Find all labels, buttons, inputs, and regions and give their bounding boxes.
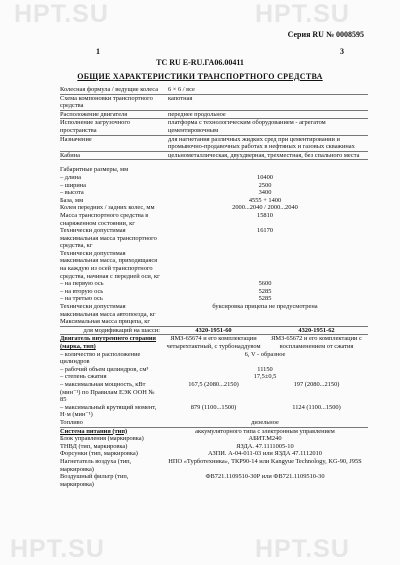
row-value: 6 × 6 / все xyxy=(168,86,195,93)
row-label: Максимальная масса прицепа, кг xyxy=(60,318,151,326)
modification-62: 4320-1951-62 xyxy=(298,326,335,334)
watermark: HPT.SU xyxy=(14,0,109,28)
row-label: – максимальный крутящий момент, Н·м (мин⁻¹) xyxy=(60,403,157,419)
series-number: Серия RU № 0008595 xyxy=(287,30,364,39)
table-row xyxy=(60,152,368,161)
row-value: НПО «Турботехника», ТКР90-14 или Kangyue Technology, KG-90, J95S xyxy=(168,457,362,465)
row-label: – рабочий объем цилиндров, см³ xyxy=(60,365,149,373)
row-value: 4555 + 1400 xyxy=(248,196,282,204)
row-label: Двигатель внутреннего сгорания (марка, тип) xyxy=(60,335,157,350)
table-row xyxy=(60,174,368,182)
row-value: 17,5±0,5 xyxy=(253,373,277,381)
row-label: Форсунки (тип, маркировка) xyxy=(60,450,138,458)
row-value: АБИТ.М240 xyxy=(248,435,282,443)
row-label: Нагнетатель воздуха (тип, маркировка) xyxy=(60,457,132,473)
row-value: 2500 xyxy=(258,181,272,189)
row-label: – на третью ось xyxy=(60,295,103,303)
row-value: капотная xyxy=(168,94,193,102)
page-number-right: 3 xyxy=(340,47,344,56)
table-row xyxy=(60,443,368,451)
watermark: HPT.SU xyxy=(10,535,105,563)
table-row xyxy=(60,366,368,374)
row-label: для модификаций на шасси: xyxy=(83,326,160,334)
table-row xyxy=(60,204,368,212)
table-row xyxy=(60,327,368,336)
row-value: платформа с технологическим оборудованием - агрегатом цементировочным xyxy=(168,119,326,134)
table-row xyxy=(60,119,368,135)
characteristics-table xyxy=(60,86,368,488)
row-label: Кабина xyxy=(60,151,80,159)
row-label: Топливо xyxy=(60,418,83,426)
table-row xyxy=(60,373,368,381)
table-row xyxy=(60,288,368,296)
row-label: Габаритные размеры, мм xyxy=(60,166,129,174)
table-row xyxy=(60,419,368,428)
table-row xyxy=(60,136,368,152)
table-row xyxy=(60,318,368,327)
row-value: цельнометаллическая, двухдверная, трехместная, без спального места xyxy=(168,151,360,159)
row-value-60: ЯМЗ-65674 и его комплектации четырехтактный, с турбонаддувом xyxy=(166,335,261,350)
row-value: переднее продольное xyxy=(168,110,226,118)
row-label: Назначение xyxy=(60,135,92,143)
row-value: аккумуляторного типа с электронным управлением xyxy=(195,427,335,435)
row-value: для нагнетания различных жидких сред при цементировании и промывочно-продавочных работах в нефтяных и газовых скважинах xyxy=(168,135,355,151)
row-label: Колея передних / задних колес, мм xyxy=(60,204,155,212)
table-row xyxy=(60,435,368,443)
row-value: 11150 xyxy=(257,365,273,373)
table-row xyxy=(60,250,368,280)
table-row xyxy=(60,280,368,288)
row-label: – высота xyxy=(60,189,84,197)
row-value: буксировка прицепа не предусмотрена xyxy=(212,303,318,311)
row-label: Технически допустимая максимальная масса транспортного средства, кг xyxy=(60,227,157,250)
table-row xyxy=(60,111,368,120)
watermark: HPT.SU xyxy=(255,0,350,28)
row-value: 3400 xyxy=(258,189,272,197)
table-row xyxy=(60,381,368,404)
table-row xyxy=(60,450,368,458)
approval-number: ТС RU E-RU.ГА06.00411 xyxy=(156,58,244,67)
row-value-62: 1124 (1100...1500) xyxy=(292,403,341,411)
row-value: 10400 xyxy=(257,173,273,181)
table-row xyxy=(60,182,368,190)
table-row xyxy=(60,404,368,419)
row-label: Блок управления (маркировка) xyxy=(60,435,144,443)
table-row xyxy=(60,95,368,111)
table-row xyxy=(60,458,368,473)
row-value-60: 167,5 (2080...2150) xyxy=(188,380,239,388)
page-number-left: 1 xyxy=(96,47,100,56)
table-row xyxy=(60,335,368,350)
row-value-62: ЯМЗ-65672 и его комплектации с воспламенением от сжатия xyxy=(271,335,362,350)
table-row xyxy=(60,166,368,174)
row-value: 5285 xyxy=(258,287,272,295)
row-label: Воздушный фильтр (тип, маркировка) xyxy=(60,473,129,488)
row-label: – на первую ось xyxy=(60,280,104,288)
row-value: ЯЗДА. 47.1111005-10 xyxy=(236,442,294,450)
row-value: 5285 xyxy=(258,295,272,303)
table-row xyxy=(60,473,368,488)
row-value: 16170 xyxy=(257,227,273,235)
row-value: 5600 xyxy=(258,280,272,288)
table-row xyxy=(60,189,368,197)
table-row xyxy=(60,428,368,436)
table-row xyxy=(60,351,368,366)
table-row xyxy=(60,303,368,318)
row-label: – на вторую ось xyxy=(60,287,104,295)
row-value: дизельное xyxy=(251,418,279,426)
table-row xyxy=(60,212,368,227)
row-value: 6, V - образное xyxy=(244,350,286,358)
row-label: Технически допустимая максимальная масса, приходящаяся на каждую из осей транспортного средства, начиная с передней оси, кг xyxy=(60,249,160,280)
row-value: АЗПИ. А-04-011-03 или ЯЗДА 47.1112010 xyxy=(208,450,322,458)
table-row xyxy=(60,227,368,250)
row-label: Исполнение загрузочного пространства xyxy=(60,119,130,134)
row-label: – максимальная мощность, кВт (мин⁻¹) по Правилам ЕЭК ООН № 85 xyxy=(60,380,155,404)
row-label: Система питания (тип) xyxy=(60,427,128,435)
row-label: – длина xyxy=(60,173,81,181)
row-label: Технически допустимая максимальная масса автопоезда, кг xyxy=(60,303,156,318)
row-label: Колесная формула / ведущие колеса xyxy=(60,86,159,93)
row-label: База, мм xyxy=(60,196,84,204)
table-row xyxy=(60,295,368,303)
row-label: ТНВД (тип, маркировка) xyxy=(60,442,128,450)
table-row xyxy=(60,197,368,205)
row-value xyxy=(162,318,368,326)
row-value: 15810 xyxy=(257,211,273,219)
row-label: Схема компоновки транспортного средства xyxy=(60,94,153,110)
row-label: – степень сжатия xyxy=(60,373,107,381)
row-label: – количество и расположение цилиндров xyxy=(60,350,141,366)
row-label: Расположение двигателя xyxy=(60,110,128,118)
modification-60: 4320-1951-60 xyxy=(195,326,232,334)
row-value: ФВ721.1109510-30Р или ФВ721.1109510-30 xyxy=(205,473,325,481)
page-title: ОБЩИЕ ХАРАКТЕРИСТИКИ ТРАНСПОРТНОГО СРЕДСТВА xyxy=(77,72,323,81)
row-label: – ширина xyxy=(60,181,87,189)
row-value-60: 879 (1100...1500) xyxy=(190,403,237,411)
table-row xyxy=(60,86,368,95)
watermark: HPT.SU xyxy=(255,535,350,563)
row-value-62: 197 (2080...2150) xyxy=(293,380,340,388)
row-value: 2000...2040 / 2000...2040 xyxy=(232,204,298,212)
row-label: Масса транспортного средства в снаряженном состоянии, кг xyxy=(60,211,149,227)
